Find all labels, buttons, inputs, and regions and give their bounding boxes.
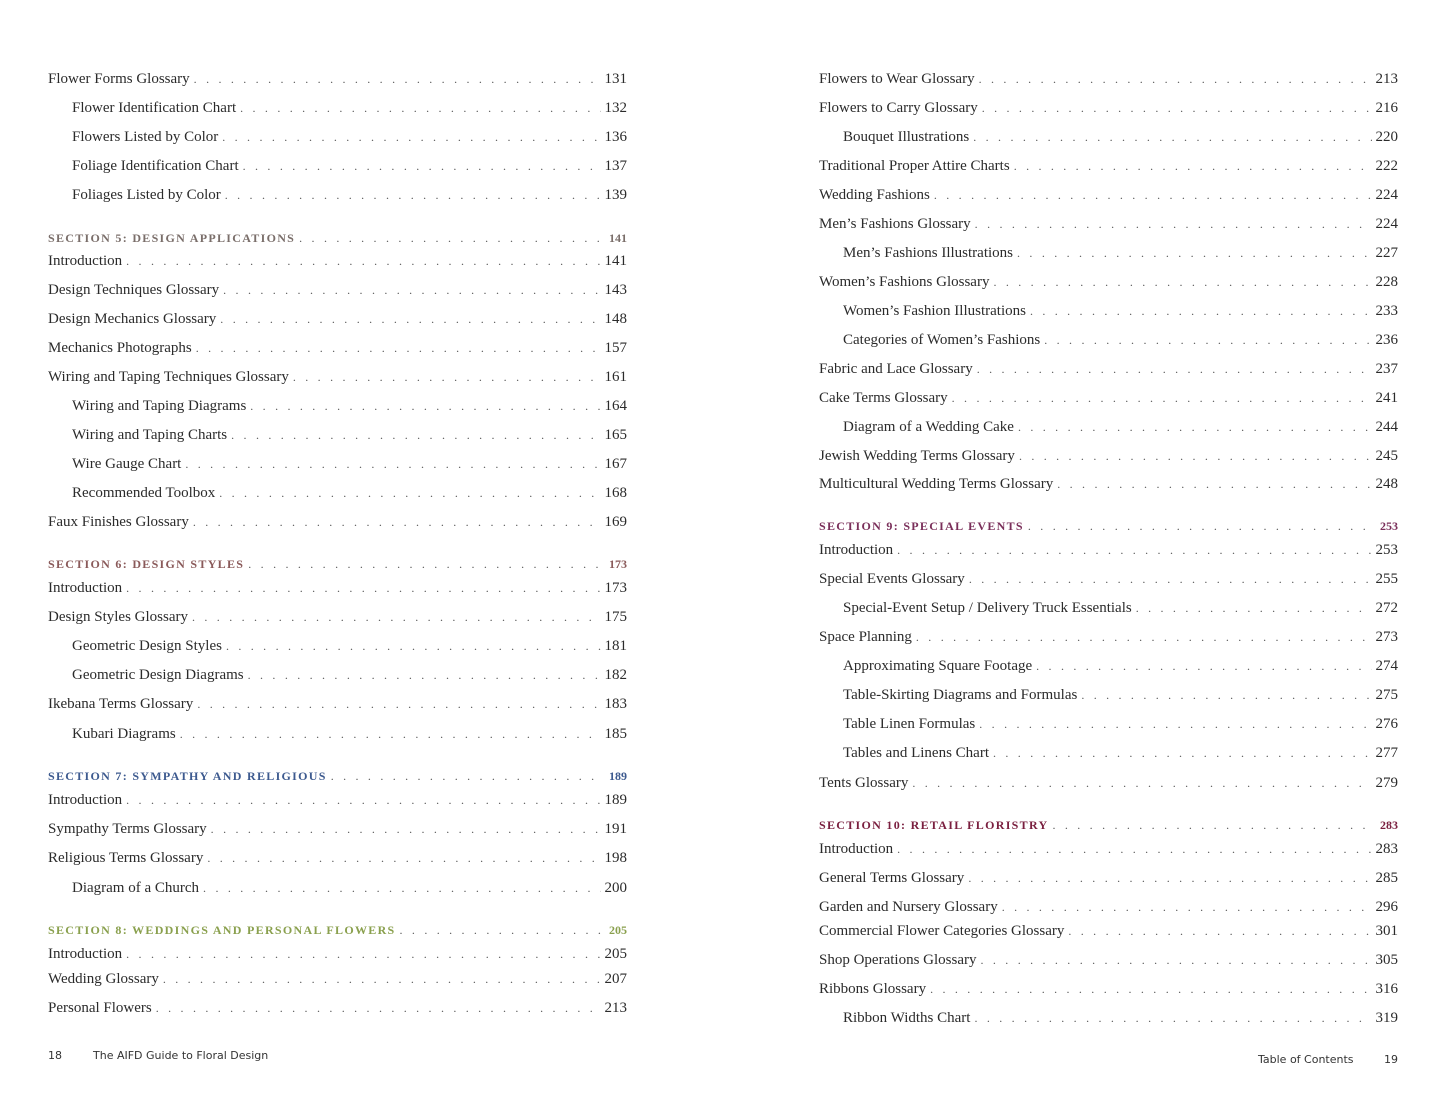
- toc-entry[interactable]: [48, 310, 627, 328]
- dot-leader: [126, 791, 600, 809]
- dot-leader: [969, 570, 1372, 588]
- dot-leader: [126, 945, 600, 963]
- section-title-footer: Table of Contents: [1258, 1053, 1354, 1066]
- dot-leader: [1002, 898, 1372, 916]
- dot-leader: [897, 541, 1371, 559]
- dot-leader: [243, 157, 601, 175]
- dot-leader: [207, 849, 600, 867]
- toc-entry-page-number: 131: [604, 71, 627, 87]
- toc-entry[interactable]: [843, 686, 1398, 704]
- toc-entry-label: SECTION 7: SYMPATHY AND RELIGIOUS: [48, 769, 327, 783]
- dot-leader: [196, 339, 601, 357]
- toc-entry-page-number: 157: [604, 340, 627, 356]
- toc-entry-label: Ribbon Widths Chart: [843, 1010, 971, 1026]
- toc-entry-page-number: 213: [604, 1000, 627, 1016]
- toc-entry-page-number: 169: [604, 514, 627, 530]
- dot-leader: [982, 99, 1372, 117]
- toc-entry-page-number: 173: [604, 580, 627, 596]
- toc-entry[interactable]: [48, 513, 627, 531]
- toc-entry[interactable]: [72, 637, 627, 655]
- toc-entry[interactable]: [72, 186, 627, 204]
- toc-entry-label: Flowers to Carry Glossary: [819, 100, 978, 116]
- dot-leader: [975, 215, 1372, 233]
- dot-leader: [220, 310, 600, 328]
- dot-leader: [225, 186, 601, 204]
- toc-entry-page-number: 189: [609, 769, 627, 783]
- dot-leader: [1068, 922, 1371, 940]
- dot-leader: [223, 281, 600, 299]
- toc-entry-label: Tents Glossary: [819, 775, 909, 791]
- toc-entry-page-number: 200: [604, 880, 627, 896]
- toc-entry-label: Personal Flowers: [48, 1000, 152, 1016]
- toc-entry[interactable]: [819, 389, 1398, 407]
- toc-entry-page-number: 222: [1375, 158, 1398, 174]
- toc-entry-page-number: 168: [604, 485, 627, 501]
- toc-entry-page-number: 136: [604, 129, 627, 145]
- toc-entry-page-number: 253: [1375, 542, 1398, 558]
- toc-entry-page-number: 273: [1375, 629, 1398, 645]
- toc-entry-page-number: 139: [604, 187, 627, 203]
- toc-entry[interactable]: [48, 252, 627, 270]
- toc-entry[interactable]: [819, 99, 1398, 117]
- toc-entry-label: Religious Terms Glossary: [48, 850, 204, 866]
- toc-entry-label: Diagram of a Church: [72, 880, 200, 896]
- toc-entry[interactable]: [48, 281, 627, 299]
- toc-entry[interactable]: [819, 774, 1398, 792]
- toc-entry-page-number: 241: [1375, 390, 1398, 406]
- toc-entry[interactable]: [843, 302, 1398, 320]
- dot-leader: [126, 579, 600, 597]
- toc-entry-label: Space Planning: [819, 629, 912, 645]
- dot-leader: [934, 186, 1372, 204]
- toc-entry-page-number: 137: [604, 158, 627, 174]
- toc-entry-label: Categories of Women’s Fashions: [843, 332, 1041, 348]
- toc-entry-label: Wiring and Taping Techniques Glossary: [48, 369, 289, 385]
- dot-leader: [897, 840, 1371, 858]
- toc-entry-page-number: 296: [1375, 899, 1398, 915]
- toc-entry-page-number: 165: [604, 427, 627, 443]
- toc-entry-page-number: 237: [1375, 361, 1398, 377]
- toc-entry-page-number: 236: [1375, 332, 1398, 348]
- dot-leader: [912, 774, 1371, 792]
- toc-entry[interactable]: [819, 273, 1398, 291]
- right-page: [723, 0, 1445, 1108]
- toc-entry-page-number: 253: [1380, 519, 1398, 533]
- toc-section-heading[interactable]: [819, 517, 1398, 535]
- toc-entry-label: Tables and Linens Chart: [843, 745, 989, 761]
- toc-entry-page-number: 205: [609, 923, 627, 937]
- toc-entry[interactable]: [72, 426, 627, 444]
- dot-leader: [331, 767, 601, 785]
- toc-entry-label: Introduction: [48, 946, 123, 962]
- toc-entry-label: Sympathy Terms Glossary: [48, 821, 207, 837]
- dot-leader: [219, 484, 600, 502]
- dot-leader: [1028, 517, 1372, 535]
- toc-entry-label: SECTION 10: RETAIL FLORISTRY: [819, 818, 1049, 832]
- toc-entry-page-number: 245: [1375, 448, 1398, 464]
- toc-section-heading[interactable]: [48, 555, 627, 573]
- toc-entry-label: Mechanics Photographs: [48, 340, 192, 356]
- toc-entry-label: Special-Event Setup / Delivery Truck Essentials: [843, 600, 1132, 616]
- toc-entry-label: Ikebana Terms Glossary: [48, 696, 194, 712]
- toc-entry-label: SECTION 5: DESIGN APPLICATIONS: [48, 231, 296, 245]
- toc-entry[interactable]: [72, 666, 627, 684]
- toc-entry[interactable]: [72, 725, 627, 743]
- dot-leader: [299, 229, 601, 247]
- toc-entry-page-number: 181: [604, 638, 627, 654]
- dot-leader: [1018, 418, 1372, 436]
- toc-entry[interactable]: [819, 157, 1398, 175]
- toc-entry[interactable]: [48, 820, 627, 838]
- dot-leader: [974, 1009, 1371, 1027]
- toc-entry[interactable]: [48, 70, 627, 88]
- dot-leader: [211, 820, 601, 838]
- toc-entry-label: Flowers Listed by Color: [72, 129, 219, 145]
- dot-leader: [222, 128, 600, 146]
- dot-leader: [163, 970, 601, 988]
- toc-entry-label: Shop Operations Glossary: [819, 952, 977, 968]
- toc-entry[interactable]: [72, 157, 627, 175]
- toc-entry-page-number: 274: [1375, 658, 1398, 674]
- toc-entry-page-number: 205: [604, 946, 627, 962]
- toc-entry[interactable]: [819, 628, 1398, 646]
- toc-entry-label: Flower Forms Glossary: [48, 71, 190, 87]
- toc-entry[interactable]: [843, 599, 1398, 617]
- toc-entry-label: Design Styles Glossary: [48, 609, 188, 625]
- dot-leader: [979, 70, 1372, 88]
- toc-entry-label: Kubari Diagrams: [72, 726, 176, 742]
- toc-section-heading[interactable]: [48, 767, 627, 785]
- toc-entry[interactable]: [48, 579, 627, 597]
- toc-entry-label: Flower Identification Chart: [72, 100, 237, 116]
- right-page-number: 19: [1384, 1053, 1398, 1066]
- dot-leader: [126, 252, 600, 270]
- toc-entry-page-number: 143: [604, 282, 627, 298]
- dot-leader: [1136, 599, 1372, 617]
- toc-entry[interactable]: [48, 945, 627, 963]
- dot-leader: [1052, 816, 1372, 834]
- toc-entry-page-number: 272: [1375, 600, 1398, 616]
- toc-entry-page-number: 275: [1375, 687, 1398, 703]
- dot-leader: [240, 99, 600, 117]
- toc-entry-label: Commercial Flower Categories Glossary: [819, 923, 1065, 939]
- toc-entry-label: Bouquet Illustrations: [843, 129, 970, 145]
- toc-entry-label: Wire Gauge Chart: [72, 456, 182, 472]
- toc-entry-page-number: 283: [1380, 818, 1398, 832]
- toc-entry[interactable]: [819, 70, 1398, 88]
- toc-entry-page-number: 319: [1375, 1010, 1398, 1026]
- toc-entry-label: Foliages Listed by Color: [72, 187, 221, 203]
- toc-entry-page-number: 173: [609, 557, 627, 571]
- toc-entry[interactable]: [72, 879, 627, 897]
- toc-entry[interactable]: [819, 898, 1398, 916]
- dot-leader: [1057, 475, 1371, 493]
- dot-leader: [193, 513, 601, 531]
- dot-leader: [226, 637, 601, 655]
- toc-entry-label: Cake Terms Glossary: [819, 390, 948, 406]
- dot-leader: [979, 715, 1371, 733]
- dot-leader: [1014, 157, 1372, 175]
- toc-entry[interactable]: [72, 128, 627, 146]
- toc-entry[interactable]: [843, 418, 1398, 436]
- toc-entry-page-number: 255: [1375, 571, 1398, 587]
- dot-leader: [156, 999, 601, 1017]
- left-page: [0, 0, 722, 1108]
- toc-entry-page-number: 164: [604, 398, 627, 414]
- toc-entry-page-number: 207: [604, 971, 627, 987]
- dot-leader: [194, 70, 601, 88]
- toc-entry[interactable]: [843, 331, 1398, 349]
- toc-entry-label: Geometric Design Diagrams: [72, 667, 244, 683]
- toc-entry[interactable]: [48, 339, 627, 357]
- dot-leader: [197, 695, 600, 713]
- toc-entry-label: Introduction: [48, 792, 123, 808]
- toc-entry-page-number: 148: [604, 311, 627, 327]
- toc-entry[interactable]: [819, 922, 1398, 940]
- dot-leader: [1081, 686, 1371, 704]
- dot-leader: [1044, 331, 1371, 349]
- dot-leader: [1030, 302, 1372, 320]
- toc-entry-page-number: 276: [1375, 716, 1398, 732]
- toc-entry-label: Introduction: [48, 253, 123, 269]
- toc-entry-label: Wedding Fashions: [819, 187, 930, 203]
- toc-entry-label: Wiring and Taping Diagrams: [72, 398, 247, 414]
- toc-entry-label: Fabric and Lace Glossary: [819, 361, 973, 377]
- toc-entry-page-number: 285: [1375, 870, 1398, 886]
- toc-entry[interactable]: [843, 744, 1398, 762]
- dot-leader: [1017, 244, 1371, 262]
- toc-entry-page-number: 175: [604, 609, 627, 625]
- toc-entry-page-number: 161: [604, 369, 627, 385]
- toc-entry[interactable]: [819, 447, 1398, 465]
- dot-leader: [981, 951, 1372, 969]
- toc-entry-label: Table Linen Formulas: [843, 716, 976, 732]
- dot-leader: [1036, 657, 1371, 675]
- toc-entry[interactable]: [819, 186, 1398, 204]
- toc-entry[interactable]: [819, 840, 1398, 858]
- dot-leader: [993, 273, 1371, 291]
- toc-section-heading[interactable]: [819, 816, 1398, 834]
- dot-leader: [952, 389, 1372, 407]
- toc-entry-page-number: 224: [1375, 216, 1398, 232]
- toc-entry[interactable]: [819, 541, 1398, 559]
- toc-entry[interactable]: [819, 869, 1398, 887]
- toc-entry[interactable]: [843, 657, 1398, 675]
- dot-leader: [203, 879, 600, 897]
- toc-entry[interactable]: [48, 695, 627, 713]
- toc-entry-page-number: 213: [1375, 71, 1398, 87]
- toc-entry[interactable]: [48, 970, 627, 988]
- dot-leader: [973, 128, 1371, 146]
- toc-entry[interactable]: [843, 128, 1398, 146]
- toc-section-heading[interactable]: [48, 229, 627, 247]
- toc-entry-label: Introduction: [48, 580, 123, 596]
- toc-entry-page-number: 198: [604, 850, 627, 866]
- toc-entry-page-number: 141: [609, 231, 627, 245]
- toc-entry-page-number: 183: [604, 696, 627, 712]
- toc-section-heading[interactable]: [48, 921, 627, 939]
- dot-leader: [185, 455, 600, 473]
- toc-entry[interactable]: [819, 570, 1398, 588]
- toc-entry[interactable]: [843, 1009, 1398, 1027]
- toc-entry-label: Garden and Nursery Glossary: [819, 899, 998, 915]
- toc-entry-label: Special Events Glossary: [819, 571, 965, 587]
- toc-entry-page-number: 277: [1375, 745, 1398, 761]
- toc-entry-label: Ribbons Glossary: [819, 981, 927, 997]
- toc-entry[interactable]: [72, 484, 627, 502]
- toc-entry-page-number: 182: [604, 667, 627, 683]
- toc-entry-label: Introduction: [819, 841, 894, 857]
- toc-entry[interactable]: [72, 455, 627, 473]
- toc-entry-label: Wiring and Taping Charts: [72, 427, 228, 443]
- toc-entry[interactable]: [819, 980, 1398, 998]
- toc-entry-page-number: 279: [1375, 775, 1398, 791]
- toc-entry[interactable]: [843, 244, 1398, 262]
- toc-entry-page-number: 191: [604, 821, 627, 837]
- toc-entry-label: Table-Skirting Diagrams and Formulas: [843, 687, 1078, 703]
- toc-entry-label: Design Techniques Glossary: [48, 282, 220, 298]
- toc-entry[interactable]: [48, 849, 627, 867]
- toc-entry-label: Jewish Wedding Terms Glossary: [819, 448, 1015, 464]
- toc-entry-label: Women’s Fashions Glossary: [819, 274, 990, 290]
- dot-leader: [1019, 447, 1372, 465]
- toc-entry-label: Diagram of a Wedding Cake: [843, 419, 1014, 435]
- toc-entry-label: SECTION 8: WEDDINGS AND PERSONAL FLOWERS: [48, 923, 396, 937]
- toc-entry-label: Geometric Design Styles: [72, 638, 222, 654]
- toc-entry-page-number: 185: [604, 726, 627, 742]
- dot-leader: [930, 980, 1371, 998]
- dot-leader: [968, 869, 1371, 887]
- toc-entry-label: SECTION 6: DESIGN STYLES: [48, 557, 245, 571]
- dot-leader: [248, 555, 601, 573]
- toc-entry-page-number: 244: [1375, 419, 1398, 435]
- toc-entry-page-number: 227: [1375, 245, 1398, 261]
- toc-entry[interactable]: [819, 475, 1398, 493]
- toc-entry-label: Women’s Fashion Illustrations: [843, 303, 1026, 319]
- toc-entry-label: Wedding Glossary: [48, 971, 159, 987]
- toc-entry-page-number: 305: [1375, 952, 1398, 968]
- toc-entry-label: Men’s Fashions Glossary: [819, 216, 971, 232]
- toc-entry-label: Faux Finishes Glossary: [48, 514, 189, 530]
- toc-entry-page-number: 228: [1375, 274, 1398, 290]
- toc-entry-page-number: 301: [1375, 923, 1398, 939]
- toc-entry-page-number: 220: [1375, 129, 1398, 145]
- toc-entry-label: SECTION 9: SPECIAL EVENTS: [819, 519, 1024, 533]
- toc-entry-page-number: 283: [1375, 841, 1398, 857]
- toc-entry-page-number: 132: [604, 100, 627, 116]
- toc-entry-page-number: 167: [604, 456, 627, 472]
- toc-entry-label: Recommended Toolbox: [72, 485, 216, 501]
- dot-leader: [231, 426, 600, 444]
- toc-entry-page-number: 224: [1375, 187, 1398, 203]
- toc-entry-page-number: 248: [1375, 476, 1398, 492]
- toc-entry[interactable]: [819, 215, 1398, 233]
- dot-leader: [180, 725, 601, 743]
- toc-entry-page-number: 141: [604, 253, 627, 269]
- toc-entry-page-number: 189: [604, 792, 627, 808]
- toc-entry[interactable]: [48, 608, 627, 626]
- toc-entry-label: Design Mechanics Glossary: [48, 311, 217, 327]
- toc-entry-label: Approximating Square Footage: [843, 658, 1033, 674]
- toc-entry[interactable]: [819, 360, 1398, 378]
- toc-entry-label: Multicultural Wedding Terms Glossary: [819, 476, 1054, 492]
- dot-leader: [248, 666, 601, 684]
- toc-entry[interactable]: [72, 99, 627, 117]
- toc-entry-page-number: 233: [1375, 303, 1398, 319]
- toc-entry[interactable]: [819, 951, 1398, 969]
- toc-entry-label: Foliage Identification Chart: [72, 158, 239, 174]
- toc-entry-label: Men’s Fashions Illustrations: [843, 245, 1014, 261]
- dot-leader: [993, 744, 1372, 762]
- toc-entry-label: General Terms Glossary: [819, 870, 965, 886]
- dot-leader: [916, 628, 1372, 646]
- left-page-number: 18: [48, 1049, 62, 1062]
- dot-leader: [293, 368, 601, 386]
- toc-entry[interactable]: [48, 999, 627, 1017]
- toc-entry[interactable]: [72, 397, 627, 415]
- toc-entry-page-number: 316: [1375, 981, 1398, 997]
- toc-entry[interactable]: [48, 791, 627, 809]
- book-title: The AIFD Guide to Floral Design: [93, 1049, 269, 1062]
- toc-entry-label: Traditional Proper Attire Charts: [819, 158, 1010, 174]
- toc-entry-label: Flowers to Wear Glossary: [819, 71, 975, 87]
- toc-entry[interactable]: [843, 715, 1398, 733]
- dot-leader: [400, 921, 601, 939]
- toc-entry[interactable]: [48, 368, 627, 386]
- dot-leader: [192, 608, 601, 626]
- toc-entry-label: Introduction: [819, 542, 894, 558]
- dot-leader: [977, 360, 1372, 378]
- toc-entry-page-number: 216: [1375, 100, 1398, 116]
- dot-leader: [250, 397, 600, 415]
